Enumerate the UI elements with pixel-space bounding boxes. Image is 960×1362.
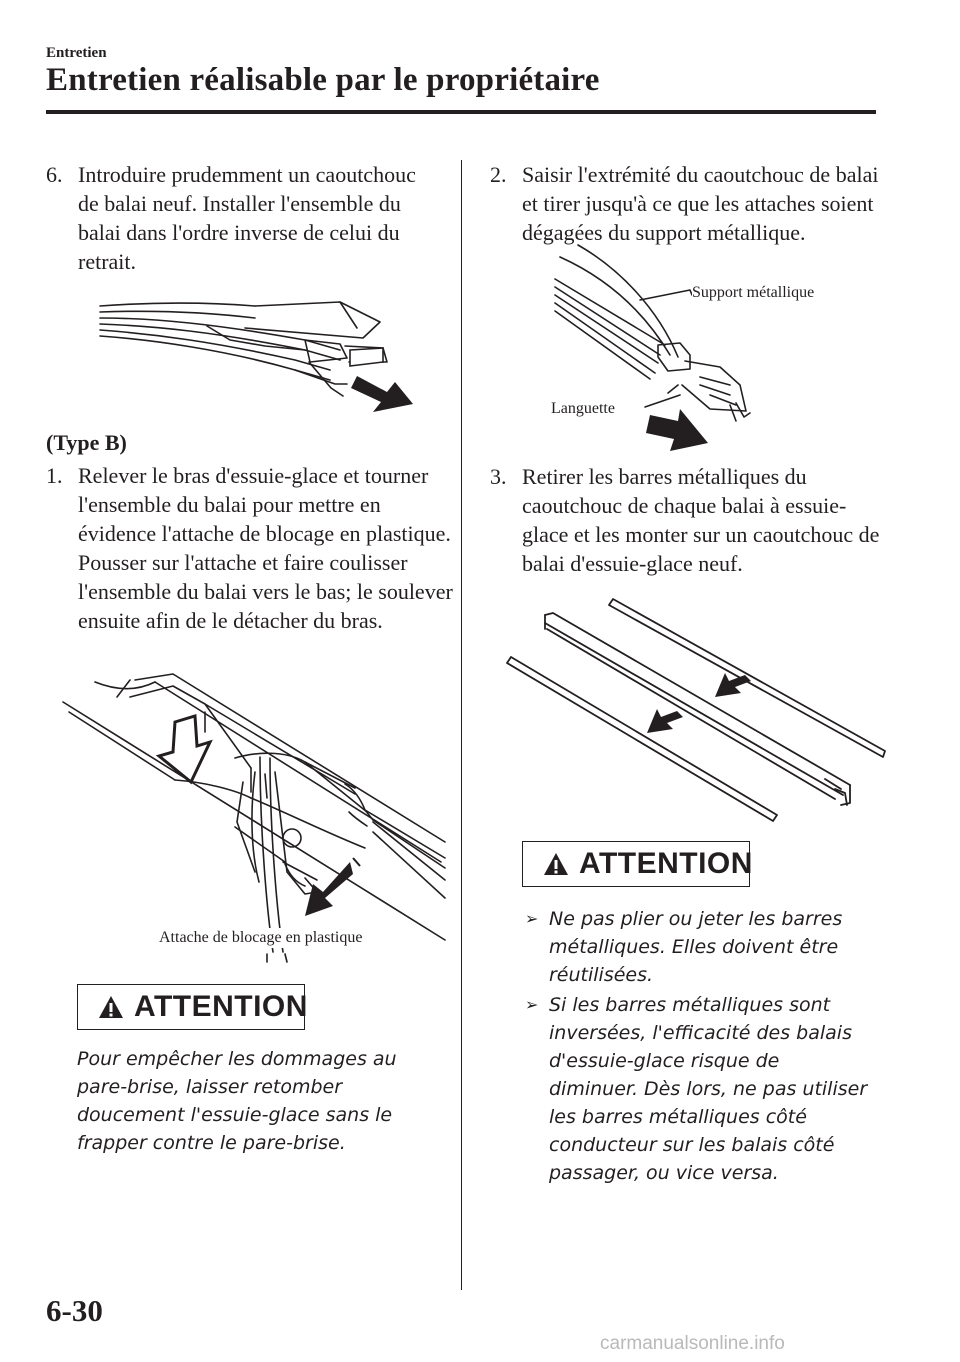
arrow-bullet-icon: ➢ [525,909,539,928]
step-text-continued: Pousser sur l'attache et faire coulisser l'ensemble du balai vers le bas; le soulever ensuite afin de le détacher du bras. [78,550,453,633]
warning-triangle-icon [543,852,569,876]
step-2 [490,160,880,247]
type-b-heading: (Type B) [46,430,127,455]
attention-box [522,841,753,887]
column-divider [461,160,462,1290]
step-text: Saisir l'extrémité du caoutchouc de balai et tirer jusqu'à ce que les attaches soient dégagées du support métallique. [522,162,879,245]
warning-triangle-icon [98,995,124,1019]
step-text: Relever le bras d'essuie-glace et tourner l'ensemble du balai pour mettre en évidence l'attache de blocage en plastique. [78,463,451,546]
section-label: Entretien [46,45,107,61]
step-3 [490,462,880,578]
figure-rubber-pull [550,245,850,455]
plastic-clip-label: Attache de blocage en plastique [159,929,363,946]
figure-blade-install [95,288,425,418]
figure-plastic-clip [55,672,450,962]
list-item [525,905,870,989]
step-6 [46,160,441,276]
step-number: 1. [46,463,63,488]
step-number: 2. [490,162,507,187]
header-rule [46,110,876,114]
figure-metal-bars [505,595,890,825]
bullet-text: Si les barres métalliques sont inversées, l'efficacité des balais d'essuie-glace risque de diminuer. Dès lors, ne pas utiliser les barres métalliques côté conducteur sur les balais côté passager, ou vice versa. [549,994,868,1184]
page-title: Entretien réalisable par le propriétaire [46,62,600,98]
attention-box [77,984,308,1030]
page-number: 6-30 [46,1293,103,1328]
support-label: Support métallique [692,284,815,301]
attention-label: ATTENTION [134,990,308,1023]
step-text: Introduire prudemment un caoutchouc de balai neuf. Installer l'ensemble du balai dans l'ordre inverse de celui du retrait. [78,162,416,274]
tab-label: Languette [551,400,615,417]
arrow-bullet-icon: ➢ [525,995,539,1014]
step-number: 3. [490,464,507,489]
watermark: carmanualsonline.info [600,1333,785,1354]
step-text: Retirer les barres métalliques du caoutchouc de chaque balai à essuie-glace et les monter sur un caoutchouc de balai d'essuie-glace neuf. [522,464,880,576]
attention-bullets [525,905,870,1189]
step-1 [46,461,456,635]
bullet-text: Ne pas plier ou jeter les barres métalliques. Elles doivent être réutilisées. [549,908,843,986]
list-item [525,991,870,1187]
step-number: 6. [46,162,63,187]
attention-label: ATTENTION [579,847,753,880]
attention-text: Pour empêcher les dommages au pare-brise, laisser retomber doucement l'essuie-glace sans le frapper contre le pare-brise. [77,1048,397,1154]
